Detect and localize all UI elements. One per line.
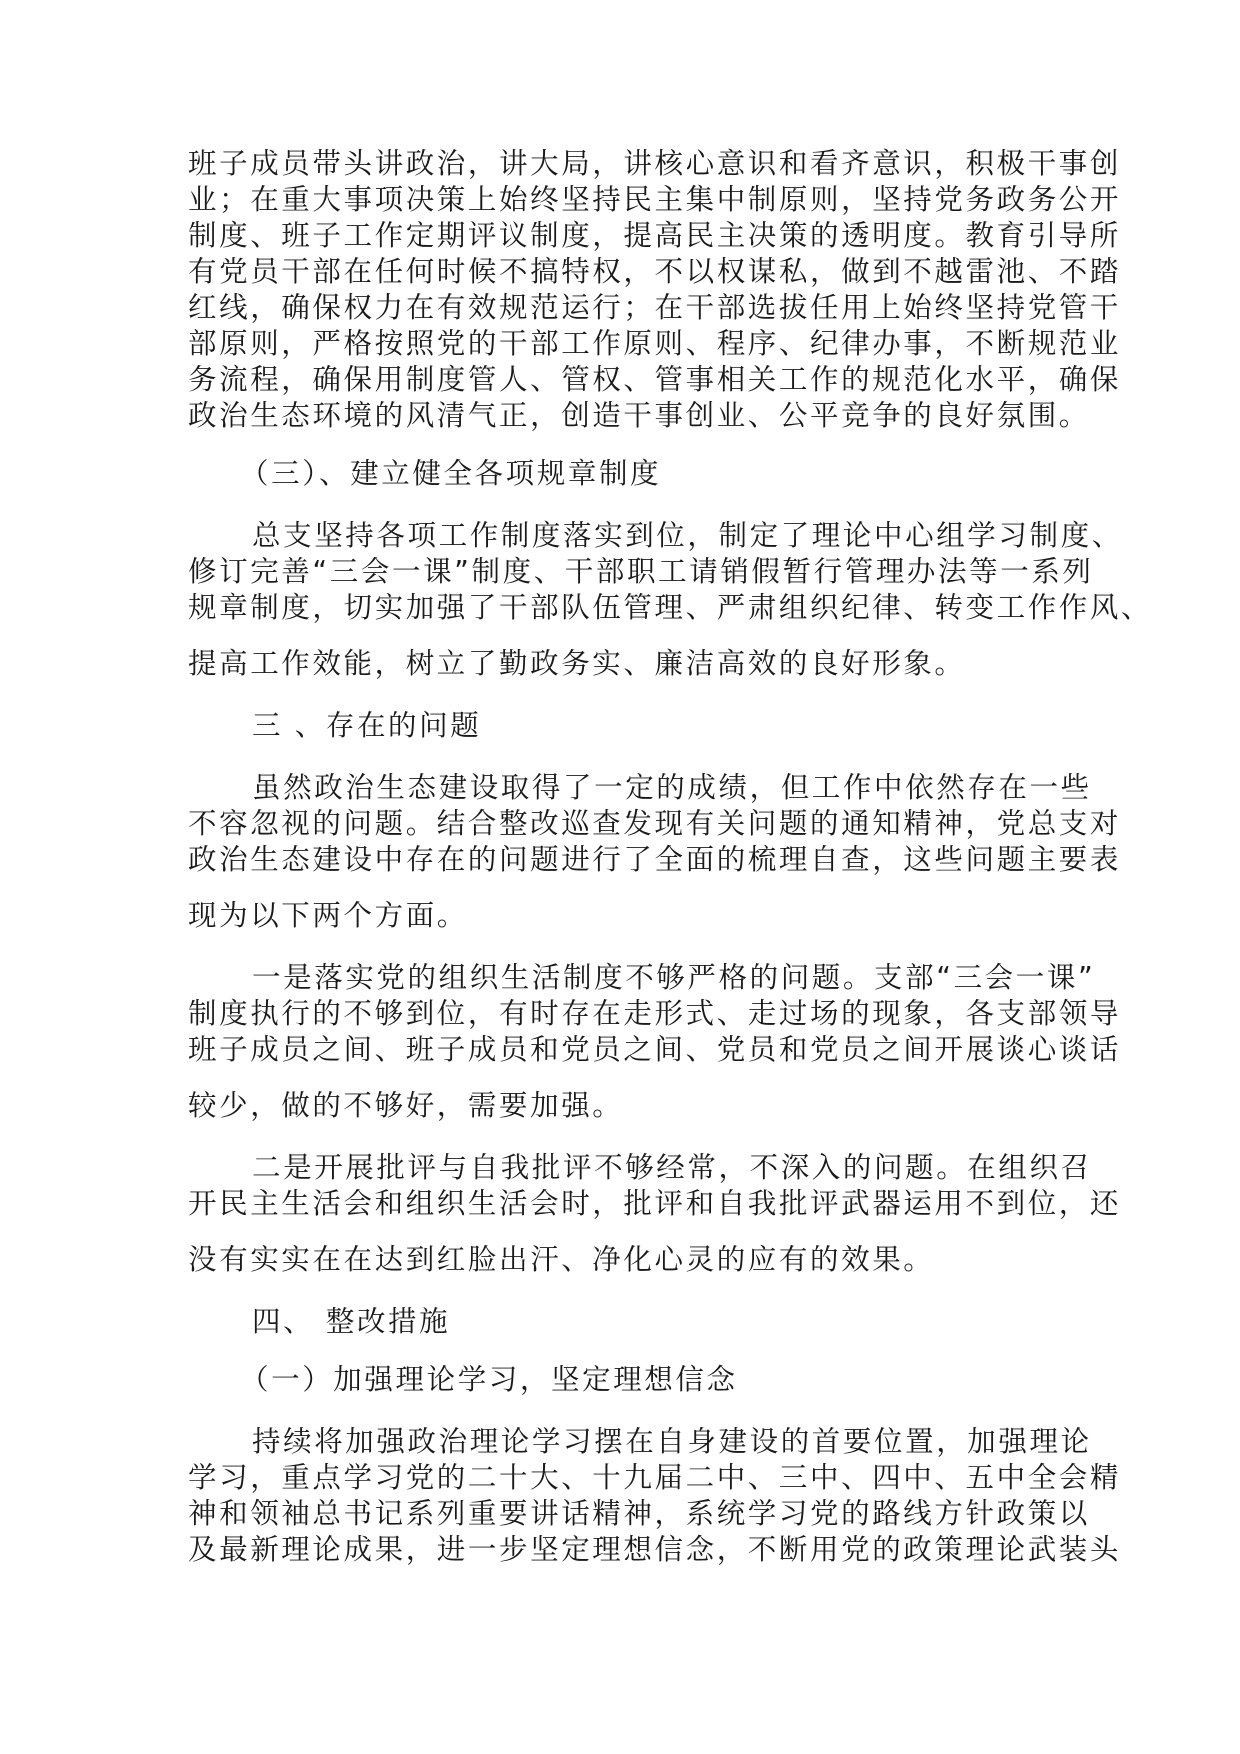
- paragraph-line: 学习，重点学习党的二十大、十九届二中、三中、四中、五中全会精: [188, 1461, 1122, 1494]
- paragraph-line: 有党员干部在任何时候不搞特权，不以权谋私，做到不越雷池、不踏: [188, 255, 1122, 288]
- paragraph-line: 规章制度，切实加强了干部队伍管理、严肃组织纪律、转变工作作风、: [188, 591, 1153, 624]
- paragraph-line: 持续将加强政治理论学习摆在自身建设的首要位置，加强理论: [252, 1425, 1092, 1458]
- paragraph-line: 开民主生活会和组织生活会时，批评和自我批评武器运用不到位，还: [188, 1187, 1122, 1220]
- section-heading: （三）、建立健全各项规章制度: [240, 457, 662, 490]
- section-heading: 三 、存在的问题: [252, 709, 482, 742]
- paragraph-line: 一是落实党的组织生活制度不够严格的问题。支部“三会一课”: [252, 961, 1096, 994]
- paragraph-line: 神和领袖总书记系列重要讲话精神，系统学习党的路线方针政策以: [188, 1497, 1090, 1530]
- paragraph-line: 制度、班子工作定期评议制度，提高民主决策的透明度。教育引导所: [188, 219, 1122, 252]
- section-heading: （一）加强理论学习，坚定理想信念: [240, 1363, 738, 1396]
- paragraph-line: 部原则，严格按照党的干部工作原则、程序、纪律办事，不断规范业: [188, 327, 1122, 360]
- paragraph-line: 二是开展批评与自我批评不够经常，不深入的问题。在组织召: [252, 1151, 1092, 1184]
- paragraph-line: 较少，做的不够好，需要加强。: [188, 1089, 624, 1122]
- paragraph-line: 务流程，确保用制度管人、管权、管事相关工作的规范化水平，确保: [188, 363, 1122, 396]
- paragraph-line: 现为以下两个方面。: [188, 899, 468, 932]
- paragraph-line: 政治生态环境的风清气正，创造干事创业、公平竞争的良好氛围。: [188, 399, 1090, 432]
- paragraph-line: 不容忽视的问题。结合整改巡查发现有关问题的通知精神，党总支对: [188, 807, 1122, 840]
- section-heading: 四、 整改措施: [252, 1305, 451, 1338]
- paragraph-line: 及最新理论成果，进一步坚定理想信念，不断用党的政策理论武装头: [188, 1533, 1122, 1566]
- paragraph-line: 没有实实在在达到红脸出汗、净化心灵的应有的效果。: [188, 1243, 935, 1276]
- paragraph-line: 修订完善“三会一课”制度、干部职工请销假暂行管理办法等一系列: [188, 555, 1094, 588]
- paragraph-line: 总支坚持各项工作制度落实到位，制定了理论中心组学习制度、: [252, 519, 1123, 552]
- paragraph-line: 业；在重大事项决策上始终坚持民主集中制原则，坚持党务政务公开: [188, 183, 1122, 216]
- paragraph-line: 政治生态建设中存在的问题进行了全面的梳理自查，这些问题主要表: [188, 843, 1122, 876]
- paragraph-line: 虽然政治生态建设取得了一定的成绩，但工作中依然存在一些: [252, 771, 1092, 804]
- paragraph-line: 制度执行的不够到位，有时存在走形式、走过场的现象，各支部领导: [188, 997, 1122, 1030]
- paragraph-line: 班子成员带头讲政治，讲大局，讲核心意识和看齐意识，积极干事创: [188, 147, 1122, 180]
- paragraph-line: 班子成员之间、班子成员和党员之间、党员和党员之间开展谈心谈话: [188, 1033, 1122, 1066]
- paragraph-line: 提高工作效能，树立了勤政务实、廉洁高效的良好形象。: [188, 647, 966, 680]
- paragraph-line: 红线，确保权力在有效规范运行；在干部选拔任用上始终坚持党管干: [188, 291, 1122, 324]
